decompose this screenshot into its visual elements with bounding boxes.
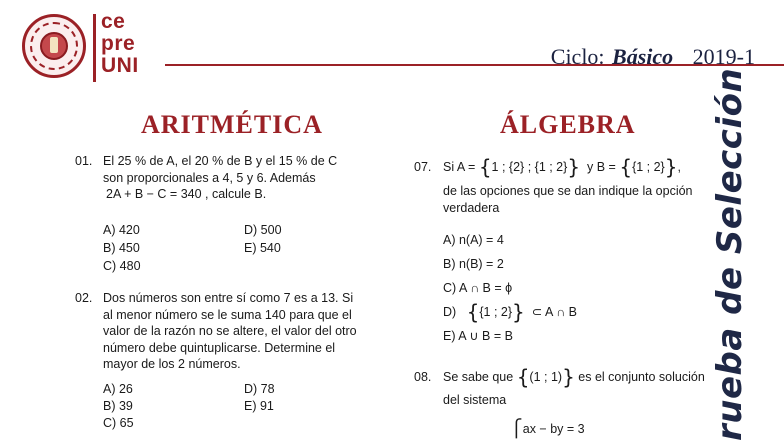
logo-text-ce: ce bbox=[101, 10, 126, 33]
q07-lead: Si A = bbox=[443, 160, 476, 174]
open-brace-icon: { bbox=[466, 300, 480, 324]
q07-option-d-letter: D) bbox=[443, 305, 457, 319]
q01-option-d: D) 500 bbox=[244, 223, 282, 237]
q07-option-d-tail: ⊂ A ∩ B bbox=[531, 305, 577, 319]
q02-line4: número debe quintuplicarse. Determine el bbox=[103, 340, 336, 355]
q02-line2: al menor número se le suma 140 para que el bbox=[103, 307, 352, 322]
cycle-heading bbox=[551, 44, 755, 70]
q01-option-a: A) 420 bbox=[103, 223, 140, 237]
q02-option-c: C) 65 bbox=[103, 416, 134, 430]
q07-option-d bbox=[443, 300, 577, 324]
close-brace-icon: } bbox=[562, 365, 575, 389]
q02-line1: Dos números son entre sí como 7 es a 13. Si bbox=[103, 291, 354, 305]
q02-option-e: E) 91 bbox=[244, 399, 274, 413]
q07-set-b: {1 ; 2} bbox=[632, 160, 665, 174]
q08-equation-1: ax − by = 3 bbox=[522, 422, 585, 436]
cycle-year: 2019-1 bbox=[692, 44, 755, 69]
arithmetic-title: ARITMÉTICA bbox=[141, 110, 323, 139]
algebra-title: ÁLGEBRA bbox=[500, 110, 636, 139]
q02-option-b: B) 39 bbox=[103, 399, 133, 413]
q07-line2: de las opciones que se dan indique la opción bbox=[443, 184, 693, 198]
question-number: 02. bbox=[75, 291, 93, 305]
side-banner: rueba de Selección bbox=[710, 67, 750, 441]
q02-line5: mayor de los 2 números. bbox=[103, 357, 241, 371]
cepre-uni-logo bbox=[101, 11, 161, 77]
cycle-level: Básico bbox=[612, 44, 674, 69]
q07-option-e: E) A ∪ B = B bbox=[443, 329, 513, 343]
q07-option-c: C) A ∩ B = ϕ bbox=[443, 281, 513, 295]
question-02-text bbox=[103, 290, 369, 373]
logo-text-uni: UNI bbox=[101, 54, 139, 77]
q08-tail: es el conjunto solución bbox=[578, 370, 705, 384]
q01-line3: 2A + B − C = 340 , calcule B. bbox=[106, 187, 267, 201]
q08-line2: del sistema bbox=[443, 393, 507, 407]
q01-option-b: B) 450 bbox=[103, 241, 140, 255]
q08-system bbox=[510, 421, 585, 438]
question-number: 07. bbox=[414, 160, 432, 174]
q07-line3: verdadera bbox=[443, 200, 500, 215]
q08-set: (1 ; 1) bbox=[529, 370, 563, 384]
open-brace-icon: { bbox=[619, 155, 633, 179]
q07-option-d-set: {1 ; 2} bbox=[479, 305, 513, 319]
question-number: 08. bbox=[414, 370, 432, 384]
close-brace-icon: } bbox=[512, 300, 525, 324]
open-brace-icon: { bbox=[516, 365, 530, 389]
q08-line1 bbox=[443, 365, 705, 389]
logo-divider bbox=[93, 14, 96, 82]
q01-line2: son proporcionales a 4, 5 y 6. Además bbox=[103, 170, 316, 185]
q02-line3: valor de la razón no se altere, el valor del otro bbox=[103, 324, 357, 338]
seal-shield-icon bbox=[40, 32, 68, 60]
q07-option-b: B) n(B) = 2 bbox=[443, 257, 504, 271]
q07-line1 bbox=[443, 155, 681, 179]
q01-line1: El 25 % de A, el 20 % de B y el 15 % de C bbox=[103, 154, 338, 168]
question-number: 01. bbox=[75, 154, 93, 168]
q01-option-c: C) 480 bbox=[103, 259, 141, 273]
q07-option-a: A) n(A) = 4 bbox=[443, 233, 504, 247]
q08-lead: Se sabe que bbox=[443, 370, 514, 384]
close-brace-icon: } bbox=[567, 155, 581, 179]
q02-option-d: D) 78 bbox=[244, 382, 275, 396]
open-brace-icon: { bbox=[478, 155, 492, 179]
cycle-label: Ciclo: bbox=[550, 44, 605, 69]
q07-tail: , bbox=[677, 160, 681, 174]
q01-option-e: E) 540 bbox=[244, 241, 281, 255]
q02-option-a: A) 26 bbox=[103, 382, 133, 396]
logo-text-pre: pre bbox=[101, 32, 136, 55]
close-brace-icon: } bbox=[664, 155, 678, 179]
q07-mid: y B = bbox=[587, 160, 616, 174]
question-01-text bbox=[103, 153, 369, 203]
university-seal-logo bbox=[22, 14, 86, 78]
question-07-text bbox=[443, 183, 713, 216]
system-brace-icon: ⎧ bbox=[510, 419, 523, 438]
q07-set-a: 1 ; {2} ; {1 ; 2} bbox=[491, 160, 568, 174]
